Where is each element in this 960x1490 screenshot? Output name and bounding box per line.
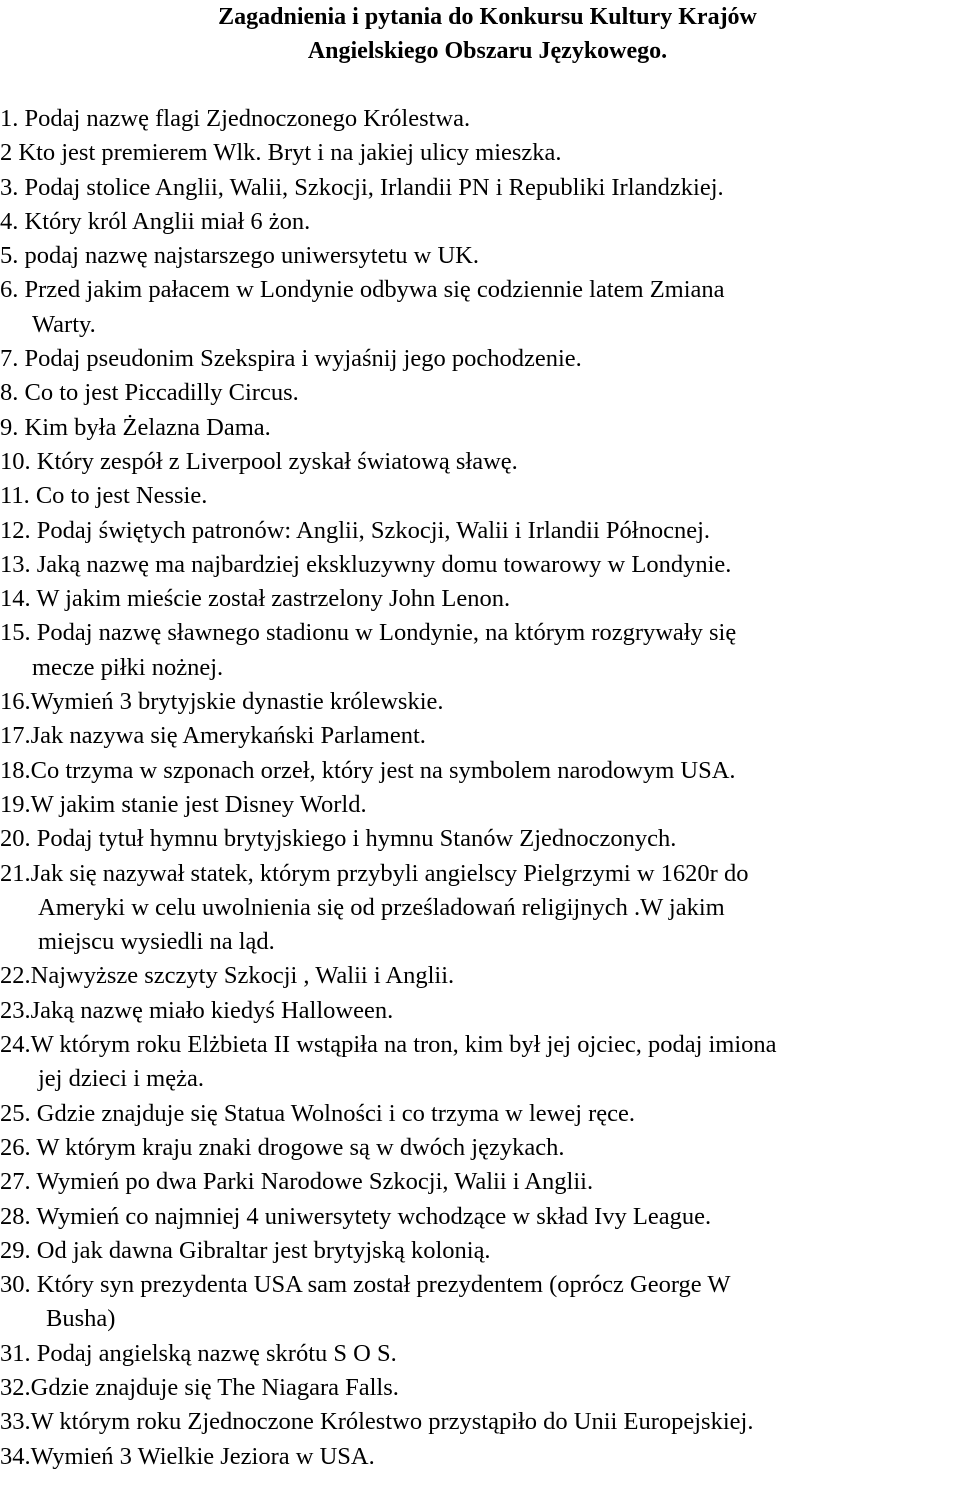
question-item	[0, 959, 960, 993]
question-text: W którym roku Elżbieta II wstąpiła na tron, kim był jej ojciec, podaj imiona	[30, 1031, 777, 1059]
question-continuation	[0, 651, 960, 685]
question-text: Podaj stolice Anglii, Walii, Szkocji, Irlandii PN i Republiki Irlandzkiej.	[24, 173, 724, 201]
question-number: 8.	[0, 379, 19, 407]
question-line	[0, 1268, 960, 1302]
question-number: 7.	[0, 345, 19, 373]
question-line	[0, 1440, 960, 1474]
question-item	[0, 342, 960, 376]
question-number: 11.	[0, 482, 30, 510]
question-number: 27.	[0, 1168, 31, 1196]
title-line-2: Angielskiego Obszaru Językowego.	[307, 38, 668, 64]
question-number: 9.	[0, 413, 19, 441]
question-line	[0, 582, 960, 616]
question-text: Wymień 3 Wielkie Jeziora w USA.	[30, 1442, 375, 1470]
question-number: 14.	[0, 585, 31, 613]
question-line	[0, 479, 960, 513]
question-line	[0, 959, 960, 993]
question-text: Warty.	[32, 310, 96, 338]
question-line	[0, 1131, 960, 1165]
question-line	[0, 685, 960, 719]
question-number: 15.	[0, 619, 31, 647]
question-number: 29.	[0, 1236, 31, 1264]
question-number: 34.	[0, 1442, 31, 1470]
question-line	[0, 822, 960, 856]
question-number: 18.	[0, 756, 31, 784]
question-item	[0, 171, 960, 205]
question-continuation	[0, 1062, 960, 1096]
question-line	[0, 994, 960, 1028]
question-item	[0, 788, 960, 822]
question-line	[0, 514, 960, 548]
question-item	[0, 857, 960, 960]
question-text: Kim była Żelazna Dama.	[24, 413, 271, 441]
question-number: 6.	[0, 276, 19, 304]
question-line	[0, 1028, 960, 1062]
question-text: Jaką nazwę miało kiedyś Halloween.	[30, 996, 394, 1024]
question-number: 17.	[0, 722, 31, 750]
question-text: jej dzieci i męża.	[38, 1065, 204, 1093]
question-text: Podaj nazwę sławnego stadionu w Londynie, na którym rozgrywały się	[36, 619, 737, 647]
question-text: Ameryki w celu uwolnienia się od prześladowań religijnych .W jakim	[38, 893, 725, 921]
question-number: 19.	[0, 790, 31, 818]
question-item	[0, 1200, 960, 1234]
question-item	[0, 582, 960, 616]
question-item	[0, 102, 960, 136]
question-number: 31.	[0, 1339, 31, 1367]
question-text: mecze piłki nożnej.	[32, 653, 224, 681]
question-item	[0, 479, 960, 513]
question-continuation	[0, 1302, 960, 1336]
question-text: Kto jest premierem Wlk. Bryt i na jakiej ulicy mieszka.	[18, 139, 562, 167]
question-item	[0, 1337, 960, 1371]
question-line	[0, 1097, 960, 1131]
question-text: Podaj świętych patronów: Anglii, Szkocji, Walii i Irlandii Północnej.	[36, 516, 711, 544]
question-item	[0, 1440, 960, 1474]
question-line	[0, 1234, 960, 1268]
question-item	[0, 685, 960, 719]
question-text: podaj nazwę najstarszego uniwersytetu w UK.	[24, 242, 479, 270]
question-number: 20.	[0, 825, 31, 853]
question-text: Podaj tytuł hymnu brytyjskiego i hymnu Stanów Zjednoczonych.	[36, 825, 677, 853]
question-line	[0, 857, 960, 891]
question-number: 10.	[0, 447, 31, 475]
question-line	[0, 719, 960, 753]
question-line	[0, 1405, 960, 1439]
question-text: Najwyższe szczyty Szkocji , Walii i Anglii.	[30, 962, 455, 990]
question-line	[0, 239, 960, 273]
question-text: Wymień 3 brytyjskie dynastie królewskie.	[30, 688, 444, 716]
question-text: Wymień co najmniej 4 uniwersytety wchodzące w skład Ivy League.	[36, 1202, 712, 1230]
question-continuation	[0, 308, 960, 342]
question-item	[0, 273, 960, 342]
question-line	[0, 205, 960, 239]
question-text: miejscu wysiedli na ląd.	[38, 928, 275, 956]
question-line	[0, 1371, 960, 1405]
question-number: 1.	[0, 105, 19, 132]
question-line	[0, 1165, 960, 1199]
question-text: Podaj angielską nazwę skrótu S O S.	[36, 1339, 397, 1367]
question-list	[0, 102, 960, 1474]
question-number: 25.	[0, 1099, 31, 1127]
question-line	[0, 102, 960, 136]
question-line	[0, 1200, 960, 1234]
question-number: 3.	[0, 173, 19, 201]
question-item	[0, 136, 960, 170]
question-number: 21.	[0, 859, 31, 887]
question-text: Wymień po dwa Parki Narodowe Szkocji, Walii i Anglii.	[36, 1168, 594, 1196]
question-item	[0, 548, 960, 582]
question-number: 32.	[0, 1373, 31, 1401]
question-text: Busha)	[46, 1305, 116, 1333]
question-item	[0, 1028, 960, 1097]
question-text: Podaj pseudonim Szekspira i wyjaśnij jego pochodzenie.	[24, 345, 582, 373]
question-line	[0, 376, 960, 410]
question-line	[0, 788, 960, 822]
question-item	[0, 754, 960, 788]
question-item	[0, 1405, 960, 1439]
question-text: W jakim stanie jest Disney World.	[30, 790, 367, 818]
title-line-1: Zagadnienia i pytania do Konkursu Kultury Krajów	[218, 4, 757, 30]
question-text: W którym kraju znaki drogowe są w dwóch językach.	[36, 1133, 565, 1161]
question-text: Gdzie znajduje się Statua Wolności i co trzyma w lewej ręce.	[36, 1099, 636, 1127]
question-continuation	[0, 891, 960, 925]
question-number: 2	[0, 139, 13, 167]
question-number: 4.	[0, 207, 19, 235]
question-line	[0, 445, 960, 479]
question-text: Jaką nazwę ma najbardziej ekskluzywny domu towarowy w Londynie.	[36, 550, 732, 578]
question-text: Gdzie znajduje się The Niagara Falls.	[30, 1373, 399, 1401]
question-item	[0, 205, 960, 239]
document-title	[0, 0, 960, 68]
question-item	[0, 239, 960, 273]
question-number: 13.	[0, 550, 31, 578]
question-item	[0, 514, 960, 548]
question-number: 24.	[0, 1031, 31, 1059]
question-line	[0, 273, 960, 307]
question-text: Jak nazywa się Amerykański Parlament.	[30, 722, 426, 750]
question-item	[0, 822, 960, 856]
question-text: Podaj nazwę flagi Zjednoczonego Królestwa.	[24, 105, 471, 132]
question-line	[0, 616, 960, 650]
question-number: 5.	[0, 242, 19, 270]
question-text: Od jak dawna Gibraltar jest brytyjską kolonią.	[36, 1236, 491, 1264]
question-text: Jak się nazywał statek, którym przybyli angielscy Pielgrzymi w 1620r do	[30, 859, 749, 887]
question-number: 16.	[0, 688, 31, 716]
question-item	[0, 411, 960, 445]
question-text: W jakim mieście został zastrzelony John Lenon.	[36, 585, 511, 613]
question-text: Który syn prezydenta USA sam został prezydentem (oprócz George W	[36, 1271, 731, 1299]
question-line	[0, 136, 960, 170]
question-text: Co to jest Nessie.	[35, 482, 208, 510]
question-line	[0, 411, 960, 445]
question-text: W którym roku Zjednoczone Królestwo przystąpiło do Unii Europejskiej.	[30, 1408, 754, 1436]
question-number: 23.	[0, 996, 31, 1024]
question-continuation	[0, 925, 960, 959]
question-item	[0, 1371, 960, 1405]
question-item	[0, 445, 960, 479]
question-number: 28.	[0, 1202, 31, 1230]
question-line	[0, 1337, 960, 1371]
question-item	[0, 1234, 960, 1268]
question-item	[0, 376, 960, 410]
question-text: Który król Anglii miał 6 żon.	[24, 207, 311, 235]
question-item	[0, 1165, 960, 1199]
question-item	[0, 994, 960, 1028]
question-number: 30.	[0, 1271, 31, 1299]
question-number: 26.	[0, 1133, 31, 1161]
question-item	[0, 1097, 960, 1131]
question-item	[0, 1268, 960, 1337]
question-text: Który zespół z Liverpool zyskał światową sławę.	[36, 447, 518, 475]
question-line	[0, 342, 960, 376]
question-item	[0, 616, 960, 685]
question-line	[0, 754, 960, 788]
question-text: Przed jakim pałacem w Londynie odbywa się codziennie latem Zmiana	[24, 276, 725, 304]
question-item	[0, 719, 960, 753]
question-line	[0, 171, 960, 205]
question-number: 12.	[0, 516, 31, 544]
question-number: 22.	[0, 962, 31, 990]
question-number: 33.	[0, 1408, 31, 1436]
question-item	[0, 1131, 960, 1165]
question-text: Co to jest Piccadilly Circus.	[24, 379, 299, 407]
question-line	[0, 548, 960, 582]
question-text: Co trzyma w szponach orzeł, który jest na symbolem narodowym USA.	[30, 756, 736, 784]
